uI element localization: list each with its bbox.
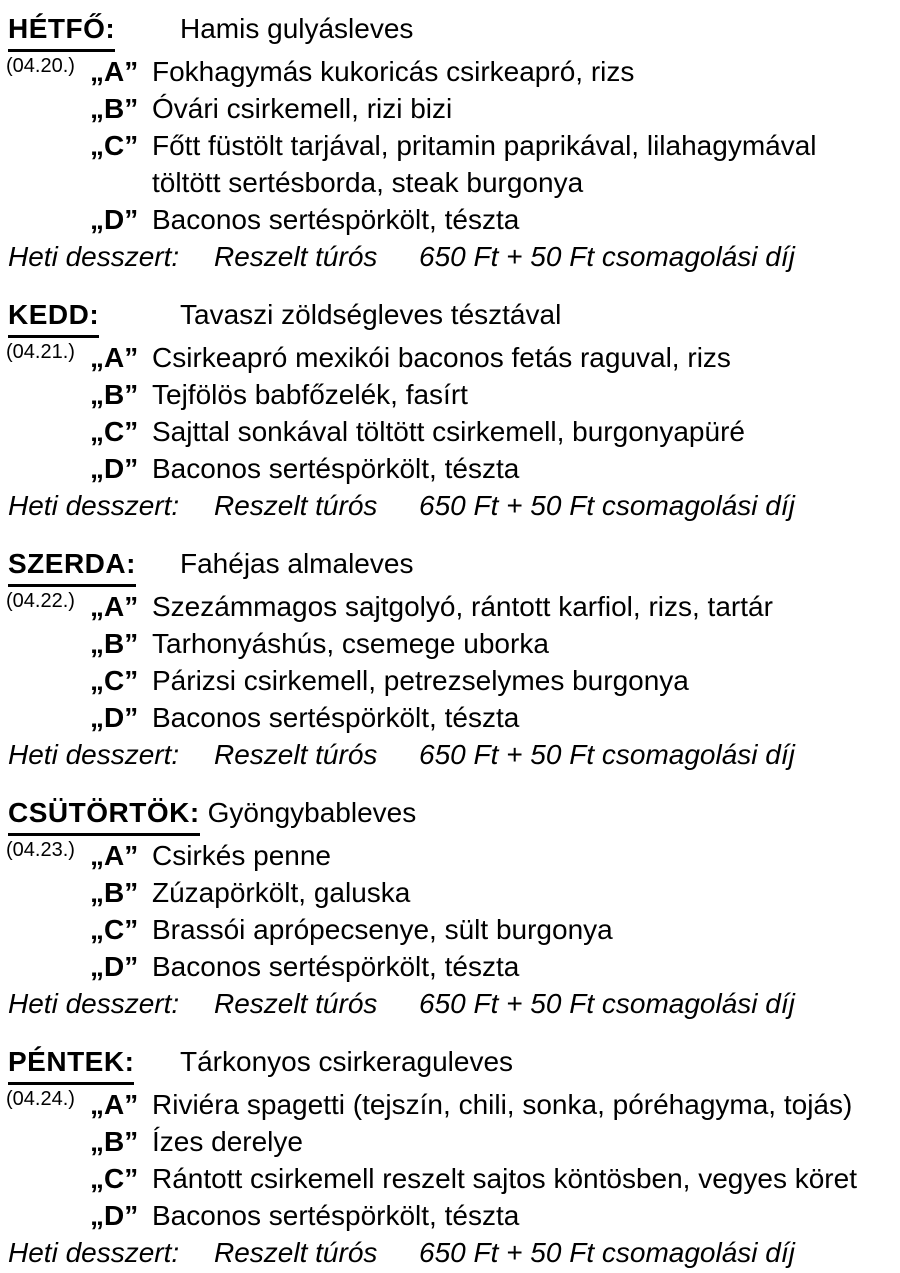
day-block-tuesday xyxy=(8,296,894,524)
option-label: „C” xyxy=(90,1163,139,1194)
dessert-price: 650 Ft + 50 Ft csomagolási díj xyxy=(419,241,795,272)
option-label: „C” xyxy=(90,416,139,447)
dish-text: Brassói aprópecsenye, sült burgonya xyxy=(152,914,613,945)
option-label: „B” xyxy=(90,877,139,908)
soup-name: Fahéjas almaleves xyxy=(180,548,414,579)
dish-text: Sajttal sonkával töltött csirkemell, burgonyapüré xyxy=(152,416,745,447)
menu-item-row xyxy=(8,339,894,376)
menu-item-row xyxy=(8,53,894,90)
menu-item-row xyxy=(8,1086,894,1123)
soup-name: Tavaszi zöldségleves tésztával xyxy=(180,299,562,330)
option-label: „D” xyxy=(90,702,139,733)
menu-item-row xyxy=(8,1123,894,1160)
dessert-row xyxy=(8,985,894,1022)
option-label: „C” xyxy=(90,914,139,945)
dish-text: Baconos sertéspörkölt, tészta xyxy=(152,1200,520,1231)
day-name-wrap xyxy=(8,545,172,587)
day-header xyxy=(8,1043,894,1085)
dessert-row xyxy=(8,487,894,524)
menu-items xyxy=(8,588,894,736)
dessert-price: 650 Ft + 50 Ft csomagolási díj xyxy=(419,739,795,770)
dish-text: Csirkés penne xyxy=(152,840,331,871)
dish-text: Tejfölös babfőzelék, fasírt xyxy=(152,379,468,410)
dessert-row xyxy=(8,238,894,275)
soup-name: Tárkonyos csirkeraguleves xyxy=(180,1046,514,1077)
menu-items xyxy=(8,1086,894,1234)
day-date: (04.20.) xyxy=(6,55,75,77)
dessert-name: Reszelt túrós xyxy=(214,988,378,1019)
dish-text: Zúzapörkölt, galuska xyxy=(152,877,411,908)
menu-item-row xyxy=(8,450,894,487)
menu-item-row xyxy=(8,662,894,699)
option-label: „C” xyxy=(90,665,139,696)
day-header xyxy=(8,296,894,338)
option-label: „B” xyxy=(90,379,139,410)
day-name: CSÜTÖRTÖK: xyxy=(8,794,200,836)
option-label: „A” xyxy=(90,1089,139,1120)
day-name: SZERDA: xyxy=(8,545,136,587)
day-date: (04.23.) xyxy=(6,839,75,861)
menu-item-row xyxy=(8,625,894,662)
day-header xyxy=(8,545,894,587)
day-block-monday xyxy=(8,10,894,275)
soup-name: Hamis gulyásleves xyxy=(180,13,414,44)
dish-text: Csirkeapró mexikói baconos fetás raguval, rizs xyxy=(152,342,731,373)
option-label: „D” xyxy=(90,204,139,235)
day-name-wrap xyxy=(8,296,172,338)
option-label: „C” xyxy=(90,130,139,161)
dessert-name: Reszelt túrós xyxy=(214,1237,378,1268)
dish-text: Riviéra spagetti (tejszín, chili, sonka, póréhagyma, tojás) xyxy=(152,1089,853,1120)
day-name-wrap xyxy=(8,1043,172,1085)
menu-items xyxy=(8,837,894,985)
dish-text: Baconos sertéspörkölt, tészta xyxy=(152,702,520,733)
dessert-price: 650 Ft + 50 Ft csomagolási díj xyxy=(419,490,795,521)
dish-text: Rántott csirkemell reszelt sajtos köntösben, vegyes köret xyxy=(152,1163,857,1194)
menu-items xyxy=(8,339,894,487)
dish-text: Szezámmagos sajtgolyó, rántott karfiol, rizs, tartár xyxy=(152,591,773,622)
menu-item-row xyxy=(8,1197,894,1234)
menu-item-row xyxy=(8,874,894,911)
menu-item-row xyxy=(8,127,894,201)
dish-text: Tarhonyáshús, csemege uborka xyxy=(152,628,549,659)
menu-item-row xyxy=(8,837,894,874)
dessert-label: Heti desszert: xyxy=(8,1237,180,1268)
dessert-row xyxy=(8,736,894,773)
day-date: (04.21.) xyxy=(6,341,75,363)
menu-item-row xyxy=(8,90,894,127)
menu-item-row xyxy=(8,699,894,736)
day-name-wrap xyxy=(8,10,172,52)
day-block-wednesday xyxy=(8,545,894,773)
menu-item-row xyxy=(8,1160,894,1197)
menu-item-row xyxy=(8,588,894,625)
option-label: „B” xyxy=(90,628,139,659)
menu-item-row xyxy=(8,911,894,948)
day-block-thursday xyxy=(8,794,894,1022)
dish-text: Párizsi csirkemell, petrezselymes burgonya xyxy=(152,665,689,696)
option-label: „B” xyxy=(90,1126,139,1157)
menu-item-row xyxy=(8,201,894,238)
option-label: „A” xyxy=(90,840,139,871)
dessert-label: Heti desszert: xyxy=(8,988,180,1019)
day-date: (04.22.) xyxy=(6,590,75,612)
day-date: (04.24.) xyxy=(6,1088,75,1110)
dessert-name: Reszelt túrós xyxy=(214,241,378,272)
dish-text: Főtt füstölt tarjával, pritamin paprikával, lilahagymával töltött sertésborda, steak burgonya xyxy=(152,130,817,198)
menu-item-row xyxy=(8,413,894,450)
dessert-name: Reszelt túrós xyxy=(214,739,378,770)
day-block-friday xyxy=(8,1043,894,1271)
day-name: KEDD: xyxy=(8,296,99,338)
menu-item-row xyxy=(8,948,894,985)
dish-text: Ízes derelye xyxy=(152,1126,303,1157)
menu-items xyxy=(8,53,894,238)
dish-text: Óvári csirkemell, rizi bizi xyxy=(152,93,453,124)
option-label: „D” xyxy=(90,951,139,982)
option-label: „D” xyxy=(90,1200,139,1231)
dessert-label: Heti desszert: xyxy=(8,241,180,272)
soup-name: Gyöngybableves xyxy=(207,797,417,828)
dessert-name: Reszelt túrós xyxy=(214,490,378,521)
dish-text: Baconos sertéspörkölt, tészta xyxy=(152,951,520,982)
day-header xyxy=(8,794,894,836)
dish-text: Baconos sertéspörkölt, tészta xyxy=(152,204,520,235)
day-name: PÉNTEK: xyxy=(8,1043,134,1085)
dessert-label: Heti desszert: xyxy=(8,490,180,521)
dish-text: Fokhagymás kukoricás csirkeapró, rizs xyxy=(152,56,635,87)
day-header xyxy=(8,10,894,52)
option-label: „A” xyxy=(90,56,139,87)
option-label: „D” xyxy=(90,453,139,484)
dessert-price: 650 Ft + 50 Ft csomagolási díj xyxy=(419,1237,795,1268)
dessert-price: 650 Ft + 50 Ft csomagolási díj xyxy=(419,988,795,1019)
option-label: „A” xyxy=(90,591,139,622)
dish-text: Baconos sertéspörkölt, tészta xyxy=(152,453,520,484)
day-name: HÉTFŐ: xyxy=(8,10,115,52)
day-name-wrap xyxy=(8,794,200,836)
dessert-row xyxy=(8,1234,894,1271)
menu-item-row xyxy=(8,376,894,413)
option-label: „B” xyxy=(90,93,139,124)
dessert-label: Heti desszert: xyxy=(8,739,180,770)
option-label: „A” xyxy=(90,342,139,373)
